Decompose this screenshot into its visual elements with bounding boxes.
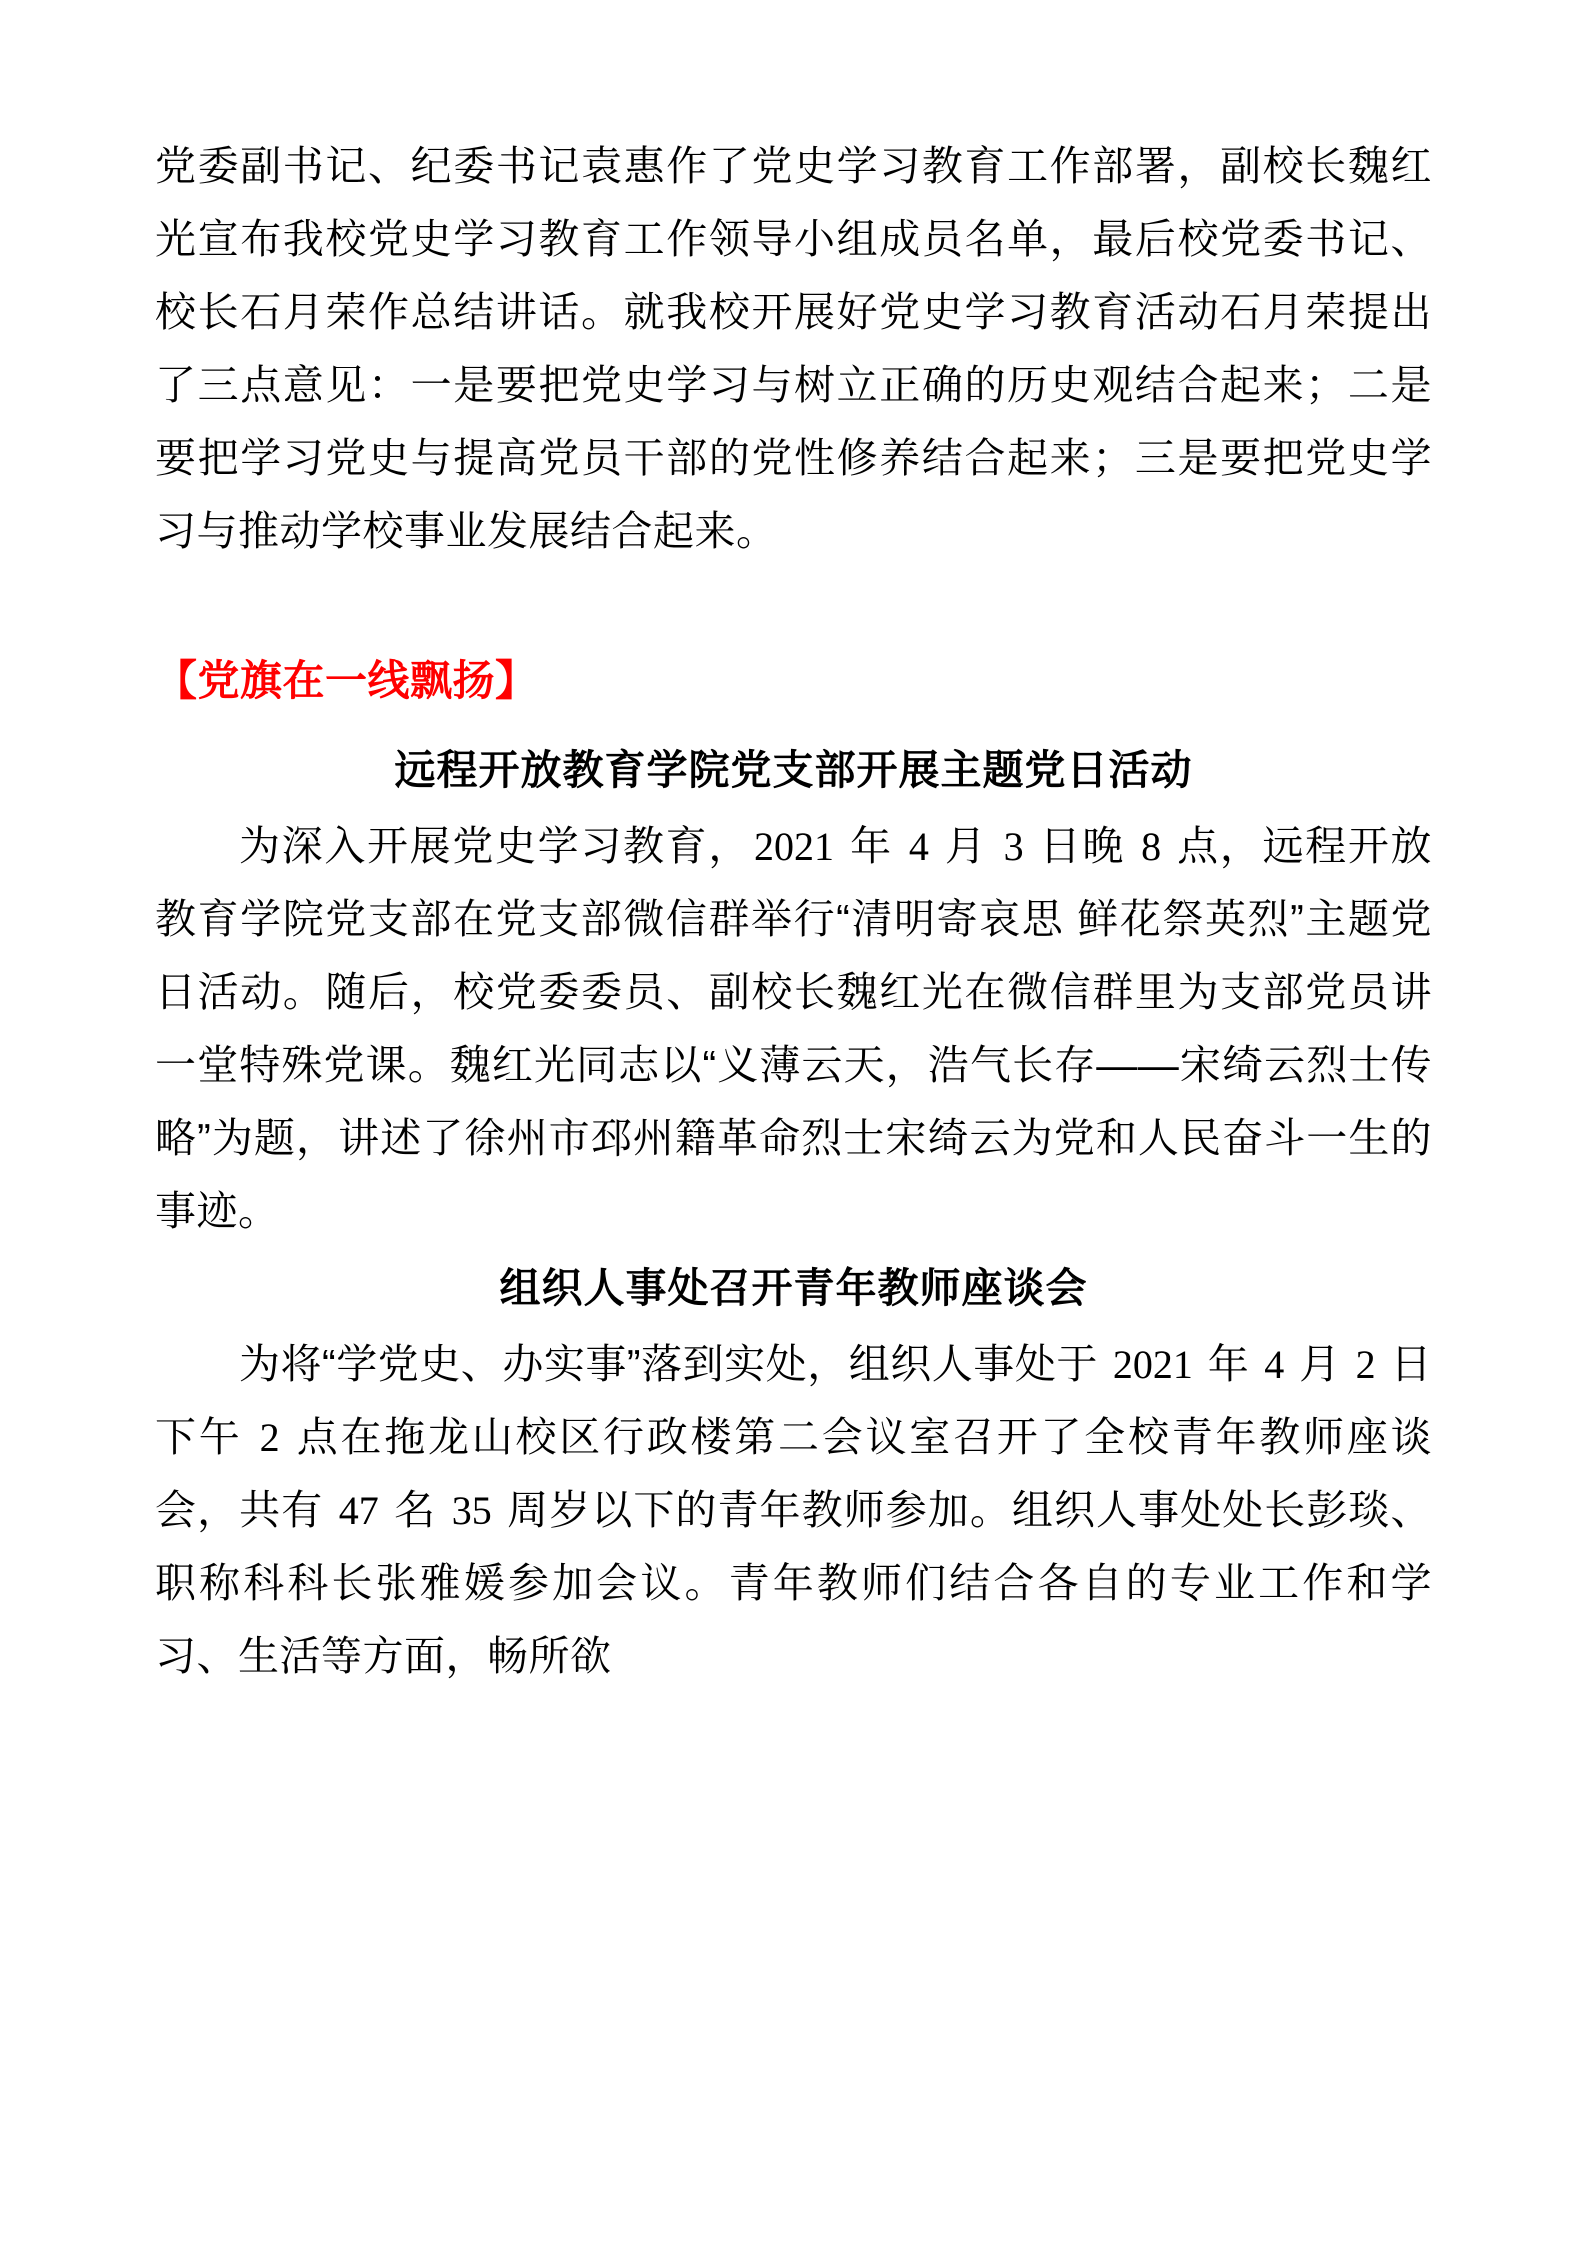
article-title-young-teacher-symposium: 组织人事处召开青年教师座谈会 [499, 1265, 1088, 1311]
paragraph-young-teacher-symposium: 为将“学党史、办实事”落到实处，组织人事处于 2021 年 4 月 2 日下午 2 点在拖龙山校区行政楼第二会议室召开了全校青年教师座谈会，共有 47 名 35 周岁以下的青年教师参加。组织人事处处长彭琰、职称科科长张雅媛参加会议。青年教师们结合各自的专业工作和学习、生活等方面，畅所欲 [155, 1341, 1432, 1679]
section-heading-party-flag: 【党旗在一线飘扬】 [155, 657, 538, 704]
vertical-spacer [155, 568, 1432, 646]
vertical-spacer [155, 716, 1432, 734]
article-title-distance-education: 远程开放教育学院党支部开展主题党日活动 [394, 747, 1193, 793]
paragraph-theme-party-day-activity: 为深入开展党史学习教育，2021 年 4 月 3 日晚 8 点，远程开放教育学院党支部在党支部微信群举行“清明寄哀思 鲜花祭英烈”主题党日活动。随后，校党委委员、副校长魏红光在微信群里为支部党员讲一堂特殊党课。魏红光同志以“义薄云天，浩气长存——宋绮云烈士传略”为题，讲述了徐州市邳州籍革命烈士宋绮云为党和人民奋斗一生的事迹。 [155, 823, 1432, 1234]
paragraph-party-history-deployment: 党委副书记、纪委书记袁惠作了党史学习教育工作部署，副校长魏红光宣布我校党史学习教育工作领导小组成员名单，最后校党委书记、校长石月荣作总结讲话。就我校开展好党史学习教育活动石月荣提出了三点意见：一是要把党史学习与树立正确的历史观结合起来；二是要把学习党史与提高党员干部的党性修养结合起来；三是要把党史学习与推动学校事业发展结合起来。 [155, 143, 1432, 554]
document-body [155, 130, 1432, 1693]
